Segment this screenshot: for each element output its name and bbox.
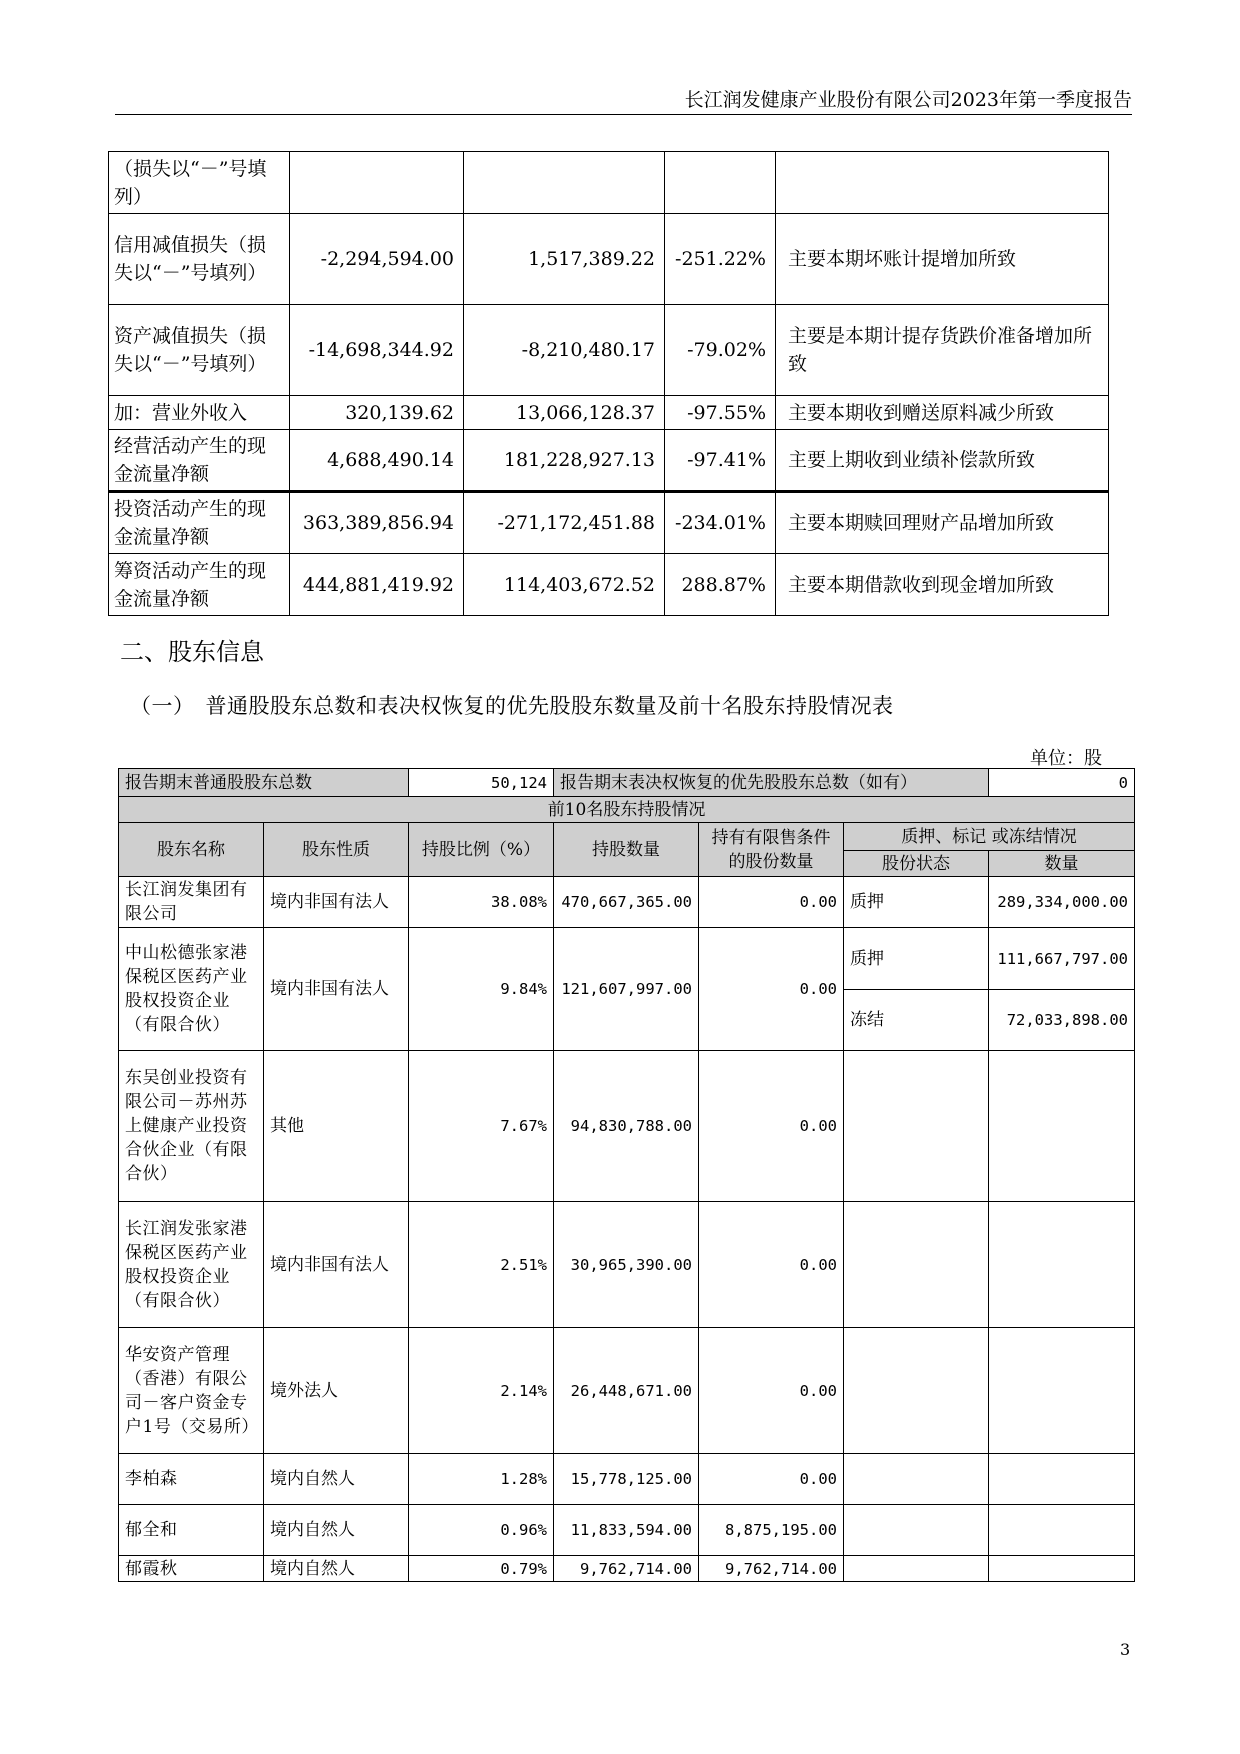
holding-ratio: 2.14% xyxy=(409,1328,554,1454)
shareholder-nature: 境内非国有法人 xyxy=(264,928,409,1051)
current-period-value: 320,139.62 xyxy=(290,396,464,430)
subsection-title: （一） 普通股股东总数和表决权恢复的优先股股东数量及前十名股东持股情况表 xyxy=(130,694,894,718)
pledge-quantity: 111,667,797.00 xyxy=(989,928,1135,990)
header-nature: 股东性质 xyxy=(264,823,409,877)
pledge-quantity xyxy=(989,1051,1135,1202)
table-row xyxy=(109,305,1109,396)
financial-change-table xyxy=(108,151,1109,616)
pledge-quantity xyxy=(989,1202,1135,1328)
pledge-quantity xyxy=(989,1505,1135,1556)
table-row xyxy=(109,554,1109,616)
table-row xyxy=(109,214,1109,305)
header-row xyxy=(119,823,1135,851)
shares-held: 26,448,671.00 xyxy=(554,1328,699,1454)
previous-period-value: -271,172,451.88 xyxy=(464,492,665,554)
share-status xyxy=(844,1454,989,1505)
change-ratio: -97.41% xyxy=(665,430,776,492)
restricted-shares: 0.00 xyxy=(699,1051,844,1202)
pledge-quantity xyxy=(989,1556,1135,1582)
header-quantity: 数量 xyxy=(989,851,1135,877)
change-ratio: -234.01% xyxy=(665,492,776,554)
holding-ratio: 0.96% xyxy=(409,1505,554,1556)
shareholder-name: 华安资产管理（香港）有限公司－客户资金专户1号（交易所） xyxy=(119,1328,264,1454)
shareholder-nature: 境内非国有法人 xyxy=(264,1202,409,1328)
header-pledge: 质押、标记 或冻结情况 xyxy=(844,823,1135,851)
pledge-quantity xyxy=(989,1328,1135,1454)
current-period-value: 444,881,419.92 xyxy=(290,554,464,616)
change-reason: 主要本期坏账计提增加所致 xyxy=(776,214,1109,305)
pledge-quantity: 289,334,000.00 xyxy=(989,877,1135,928)
share-status xyxy=(844,1328,989,1454)
share-status xyxy=(844,1051,989,1202)
shareholder-name: 李柏森 xyxy=(119,1454,264,1505)
preferred-shareholders-value: 0 xyxy=(989,769,1135,797)
shareholder-nature: 境内自然人 xyxy=(264,1556,409,1582)
change-reason: 主要本期借款收到现金增加所致 xyxy=(776,554,1109,616)
table-row xyxy=(109,396,1109,430)
table-row xyxy=(119,928,1135,990)
share-status xyxy=(844,1556,989,1582)
restricted-shares: 0.00 xyxy=(699,1454,844,1505)
row-label: （损失以“－”号填列） xyxy=(109,152,290,214)
shareholder-nature: 境外法人 xyxy=(264,1328,409,1454)
restricted-shares: 0.00 xyxy=(699,928,844,1051)
holding-ratio: 0.79% xyxy=(409,1556,554,1582)
share-status: 质押 xyxy=(844,928,989,990)
holding-ratio: 7.67% xyxy=(409,1051,554,1202)
table-row xyxy=(119,1454,1135,1505)
holding-ratio: 2.51% xyxy=(409,1202,554,1328)
page-header: 长江润发健康产业股份有限公司2023年第一季度报告 xyxy=(115,88,1132,115)
shareholder-name: 郁全和 xyxy=(119,1505,264,1556)
shares-held: 9,762,714.00 xyxy=(554,1556,699,1582)
pledge-quantity xyxy=(989,1454,1135,1505)
shareholder-nature: 境内自然人 xyxy=(264,1505,409,1556)
row-label: 经营活动产生的现金流量净额 xyxy=(109,430,290,492)
current-period-value: 363,389,856.94 xyxy=(290,492,464,554)
top10-title: 前10名股东持股情况 xyxy=(119,797,1135,823)
shareholder-name: 东吴创业投资有限公司－苏州苏上健康产业投资合伙企业（有限合伙） xyxy=(119,1051,264,1202)
unit-label: 单位：股 xyxy=(1030,748,1102,769)
table-row xyxy=(109,152,1109,214)
summary-row xyxy=(119,769,1135,797)
pledge-quantity: 72,033,898.00 xyxy=(989,990,1135,1051)
table-row xyxy=(109,430,1109,492)
change-reason: 主要本期赎回理财产品增加所致 xyxy=(776,492,1109,554)
table-row xyxy=(119,1556,1135,1582)
table-row xyxy=(119,877,1135,928)
holding-ratio: 1.28% xyxy=(409,1454,554,1505)
change-ratio: -79.02% xyxy=(665,305,776,396)
restricted-shares: 9,762,714.00 xyxy=(699,1556,844,1582)
table-row xyxy=(119,1505,1135,1556)
section-title: 二、股东信息 xyxy=(120,638,264,666)
shareholder-nature: 境内非国有法人 xyxy=(264,877,409,928)
change-ratio: -97.55% xyxy=(665,396,776,430)
table-row xyxy=(119,1202,1135,1328)
previous-period-value: -8,210,480.17 xyxy=(464,305,665,396)
share-status xyxy=(844,1202,989,1328)
change-ratio: -251.22% xyxy=(665,214,776,305)
shareholder-table xyxy=(118,768,1135,1582)
shares-held: 11,833,594.00 xyxy=(554,1505,699,1556)
preferred-shareholders-label: 报告期末表决权恢复的优先股股东总数（如有） xyxy=(554,769,989,797)
current-period-value: -2,294,594.00 xyxy=(290,214,464,305)
holding-ratio: 9.84% xyxy=(409,928,554,1051)
common-shareholders-label: 报告期末普通股股东总数 xyxy=(119,769,409,797)
previous-period-value: 181,228,927.13 xyxy=(464,430,665,492)
share-status xyxy=(844,1505,989,1556)
share-status: 冻结 xyxy=(844,990,989,1051)
change-reason: 主要上期收到业绩补偿款所致 xyxy=(776,430,1109,492)
header-name: 股东名称 xyxy=(119,823,264,877)
previous-period-value: 114,403,672.52 xyxy=(464,554,665,616)
row-label: 加：营业外收入 xyxy=(109,396,290,430)
header-shares: 持股数量 xyxy=(554,823,699,877)
shares-held: 94,830,788.00 xyxy=(554,1051,699,1202)
page-number: 3 xyxy=(1120,1640,1131,1659)
header-ratio: 持股比例（%） xyxy=(409,823,554,877)
current-period-value: 4,688,490.14 xyxy=(290,430,464,492)
shareholder-name: 中山松德张家港保税区医药产业股权投资企业（有限合伙） xyxy=(119,928,264,1051)
header-status: 股份状态 xyxy=(844,851,989,877)
row-label: 资产减值损失（损失以“－”号填列） xyxy=(109,305,290,396)
change-ratio: 288.87% xyxy=(665,554,776,616)
current-period-value: -14,698,344.92 xyxy=(290,305,464,396)
row-label: 筹资活动产生的现金流量净额 xyxy=(109,554,290,616)
shareholder-nature: 其他 xyxy=(264,1051,409,1202)
change-reason: 主要本期收到赠送原料减少所致 xyxy=(776,396,1109,430)
shareholder-name: 长江润发张家港保税区医药产业股权投资企业（有限合伙） xyxy=(119,1202,264,1328)
restricted-shares: 8,875,195.00 xyxy=(699,1505,844,1556)
shares-held: 30,965,390.00 xyxy=(554,1202,699,1328)
previous-period-value: 13,066,128.37 xyxy=(464,396,665,430)
shares-held: 121,607,997.00 xyxy=(554,928,699,1051)
row-label: 投资活动产生的现金流量净额 xyxy=(109,492,290,554)
previous-period-value: 1,517,389.22 xyxy=(464,214,665,305)
restricted-shares: 0.00 xyxy=(699,877,844,928)
change-reason: 主要是本期计提存货跌价准备增加所致 xyxy=(776,305,1109,396)
holding-ratio: 38.08% xyxy=(409,877,554,928)
shareholder-name: 长江润发集团有限公司 xyxy=(119,877,264,928)
table-row xyxy=(119,1328,1135,1454)
top10-title-row xyxy=(119,797,1135,823)
row-label: 信用减值损失（损失以“－”号填列） xyxy=(109,214,290,305)
shareholder-nature: 境内自然人 xyxy=(264,1454,409,1505)
common-shareholders-value: 50,124 xyxy=(409,769,554,797)
restricted-shares: 0.00 xyxy=(699,1328,844,1454)
table-row xyxy=(119,1051,1135,1202)
shareholder-name: 郁霞秋 xyxy=(119,1556,264,1582)
shares-held: 470,667,365.00 xyxy=(554,877,699,928)
shares-held: 15,778,125.00 xyxy=(554,1454,699,1505)
header-restricted: 持有有限售条件的股份数量 xyxy=(699,823,844,877)
restricted-shares: 0.00 xyxy=(699,1202,844,1328)
share-status: 质押 xyxy=(844,877,989,928)
table-row xyxy=(109,492,1109,554)
